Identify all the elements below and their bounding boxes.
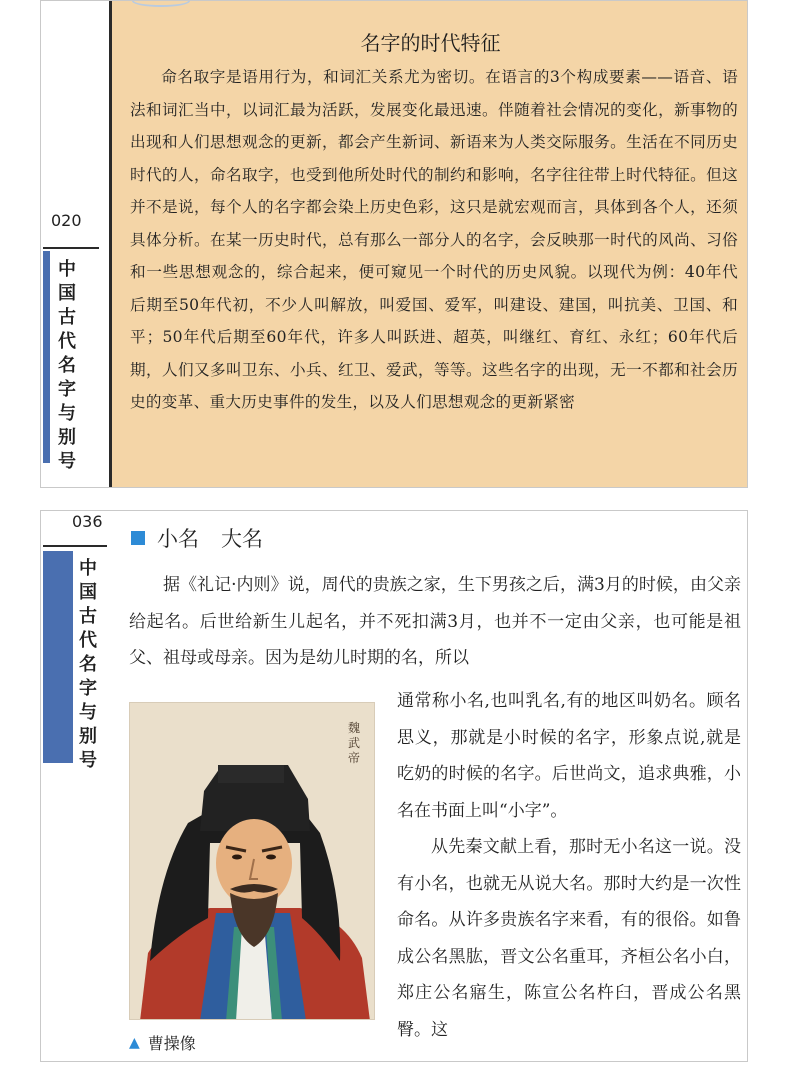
page-020 bbox=[40, 0, 748, 488]
box-title: 名字的时代特征 bbox=[360, 31, 501, 55]
section-title-b: 大名 bbox=[221, 527, 263, 551]
box-paragraph: 命名取字是语用行为，和词汇关系尤为密切。在语言的3个构成要素——语音、语法和词汇当中，以词汇最为活跃，发展变化最迅速。伴随着社会情况的变化，新事物的出现和人们思想观念的更新，都会产生新词、新语来为人类交际服务。生活在不同历史时代的人，命名取字，也受到他所处时代的制约和影响，名字往往带上时代特征。但这并不是说，每个人的名字都会染上历史色彩，这只是就宏观而言，具体到各个人，还须具体分析。在某一历史时代，总有那么一部分人的名字，会反映那一时代的风尚、习俗和一些思想观念的，综合起来，便可窥见一个时代的历史风貌。以现代为例：40年代后期至50年代初，不少人叫解放，叫爱国、爱军，叫建设、建国，叫抗美、卫国、和平；50年代后期至60年代，许多人叫跃进、超英，叫继红、育红、永红；60年代后期，人们又多叫卫东、小兵、红卫、爱武，等等。这些名字的出现，无一不都和社会历史的变革、重大历史事件的发生，以及人们思想观念的更新紧密 bbox=[130, 68, 738, 411]
page-number: 036 bbox=[72, 512, 103, 531]
section-title bbox=[157, 523, 263, 553]
side-rule bbox=[43, 247, 99, 249]
decorative-ornament bbox=[132, 0, 190, 7]
section-heading bbox=[131, 523, 263, 553]
page-number: 020 bbox=[51, 211, 82, 230]
caption-text: 曹操像 bbox=[147, 1034, 196, 1053]
body-paragraph: 从先秦文献上看，那时无小名这一说。没有小名，也就无从说大名。那时大约是一次性命名。从许多贵族名字来看，有的很俗。如鲁成公名黑肱，晋文公名重耳，齐桓公名小白，郑庄公名寤生，陈宣公名杵臼，晋成公名黑臀。这 bbox=[397, 837, 741, 1040]
body-paragraph-continued: 通常称小名,也叫乳名,有的地区叫奶名。顾名思义，那就是小时候的名字，形象点说,就是吃奶的时候的名字。后世尚文，追求典雅，小名在书面上叫“小字”。 bbox=[397, 691, 741, 821]
body-column-right bbox=[397, 683, 741, 1048]
sidebar-box bbox=[109, 1, 748, 488]
cao-cao-portrait bbox=[129, 702, 375, 1020]
book-side-title: 中国古代名字与别号 bbox=[58, 259, 76, 472]
image-caption bbox=[129, 1031, 196, 1054]
square-bullet-icon bbox=[131, 531, 145, 545]
portrait-inscription: 魏武帝 bbox=[348, 721, 361, 765]
side-color-bar bbox=[43, 551, 73, 763]
side-color-bar bbox=[43, 251, 50, 463]
page-036 bbox=[40, 510, 748, 1062]
body-paragraph: 据《礼记·内则》说，周代的贵族之家，生下男孩之后，满3月的时候，由父亲给起名。后世给新生儿起名，并不死扣满3月，也并不一定由父亲，也可能是祖父、祖母或母亲。因为是幼儿时期的名，所以 bbox=[129, 575, 741, 668]
portrait-illustration bbox=[130, 703, 375, 1020]
side-rule bbox=[43, 545, 107, 547]
section-title-a: 小名 bbox=[157, 527, 199, 551]
triangle-up-icon: ▲ bbox=[129, 1034, 140, 1051]
book-side-title: 中国古代名字与别号 bbox=[79, 558, 97, 771]
